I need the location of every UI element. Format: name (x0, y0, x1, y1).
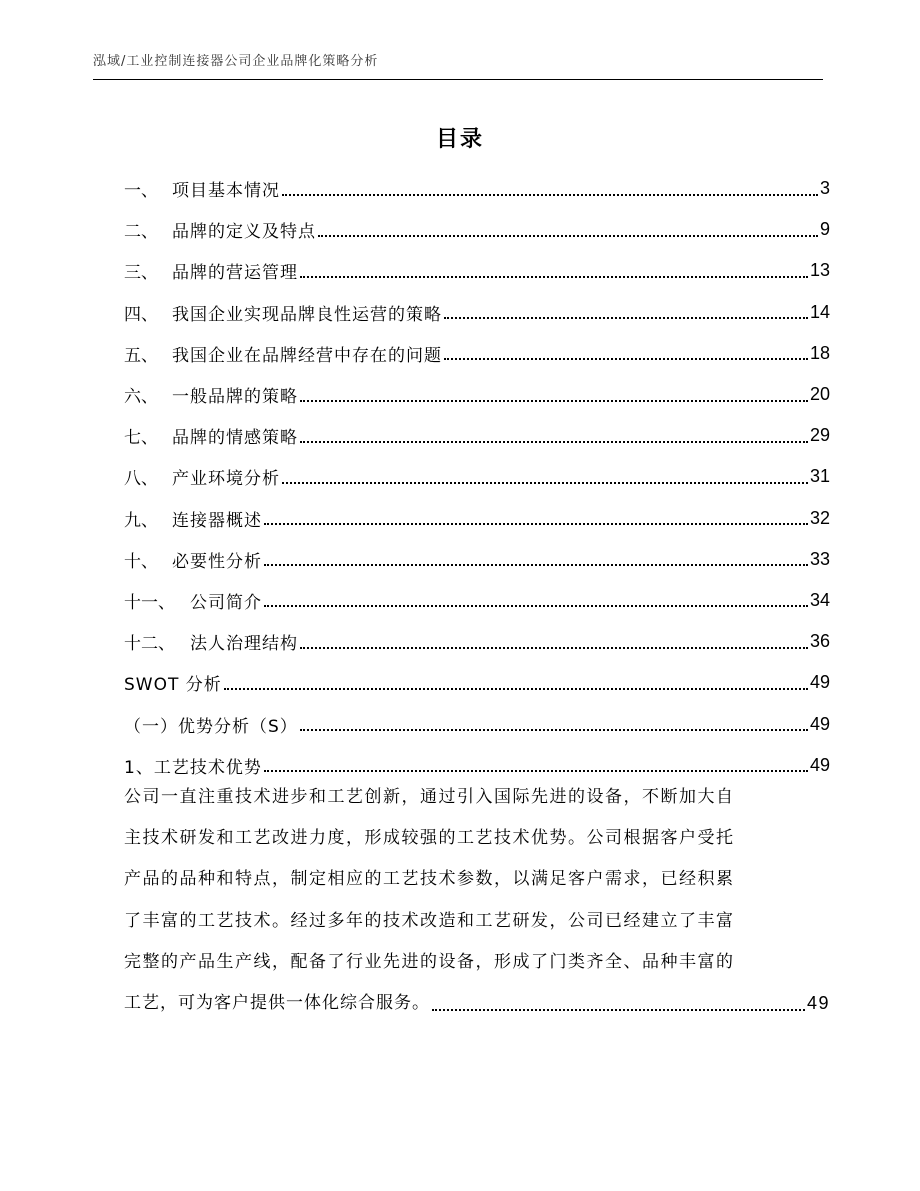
toc-entry-number: 五、 (124, 345, 158, 366)
toc-entry-label: 连接器概述 (172, 510, 262, 531)
toc-entry-5[interactable] (124, 333, 830, 374)
toc-entry-number: 七、 (124, 428, 158, 449)
toc-entry-number: 六、 (124, 387, 158, 408)
toc-entry-9[interactable] (124, 498, 830, 539)
toc-entry-number: 二、 (124, 222, 158, 243)
toc-leader-dots (264, 750, 808, 772)
toc-entry-3[interactable] (124, 250, 830, 291)
toc-leader-dots (264, 503, 808, 525)
toc-leader-dots (224, 668, 808, 690)
toc-entry-page: 14 (809, 301, 830, 322)
toc-leader-dots (444, 338, 808, 360)
toc-entry-label: 项目基本情况 (172, 181, 280, 202)
paragraph-line: 了丰富的工艺技术。经过多年的技术改造和工艺研发，公司已经建立了丰富 (124, 910, 735, 931)
toc-entry-page: 31 (809, 466, 830, 487)
toc-entry-7[interactable] (124, 415, 830, 456)
toc-leader-dots (282, 462, 808, 484)
toc-leader-dots (264, 544, 808, 566)
toc-entry-number: 三、 (124, 263, 158, 284)
toc-leader-dots (318, 215, 818, 237)
header-rule (93, 79, 823, 80)
toc-entry-page: 32 (809, 507, 830, 528)
toc-leader-dots (300, 421, 808, 443)
paragraph-line: 完整的产品生产线，配备了行业先进的设备，形成了门类齐全、品种丰富的 (124, 951, 735, 972)
toc-leader-dots (264, 585, 808, 607)
toc-entry-11[interactable] (124, 580, 830, 621)
toc-title: 目录 (435, 127, 484, 152)
toc-entry-number: 十一、 (124, 592, 175, 613)
toc-entry-label: 品牌的情感策略 (172, 428, 298, 449)
toc-entry-4[interactable] (124, 292, 830, 333)
toc-entry-label: 品牌的营运管理 (172, 263, 298, 284)
paragraph-line: 公司一直注重技术进步和工艺创新，通过引入国际先进的设备，不断加大自 (124, 787, 735, 807)
toc-entry-page: 20 (809, 384, 830, 405)
toc-entry-10[interactable] (124, 539, 830, 580)
toc-entry-label: 必要性分析 (172, 551, 262, 572)
running-header: 泓域/工业控制连接器公司企业品牌化策略分析 (93, 54, 379, 69)
toc-entry-6[interactable] (124, 374, 830, 415)
toc-entry-number: 一、 (124, 181, 158, 202)
toc-entry-12[interactable] (124, 621, 830, 662)
toc-leader-dots (282, 174, 818, 196)
toc-entry-strengths[interactable] (124, 703, 830, 744)
toc-leader-dots (300, 709, 808, 731)
toc-entry-number: 十二、 (124, 634, 175, 655)
toc-entry-number: 十、 (124, 551, 158, 572)
toc-list (124, 168, 830, 786)
toc-leader-dots (300, 380, 808, 402)
toc-entry-label: 一般品牌的策略 (172, 387, 298, 408)
paragraph-last-line (124, 983, 830, 1024)
toc-entry-label: 品牌的定义及特点 (172, 222, 316, 243)
toc-entry-number: 九、 (124, 510, 158, 531)
toc-entry-label: 产业环境分析 (172, 469, 280, 490)
toc-entry-label: 我国企业在品牌经营中存在的问题 (172, 345, 442, 366)
toc-entry-page: 3 (819, 178, 830, 199)
toc-entry-2[interactable] (124, 209, 830, 250)
toc-entry-page: 18 (809, 342, 830, 363)
toc-entry-label: 我国企业实现品牌良性运营的策略 (172, 304, 442, 325)
toc-entry-page: 13 (809, 260, 830, 281)
toc-entry-label: 公司简介 (190, 592, 262, 613)
paragraph-last-line-text: 工艺，可为客户提供一体化综合服务。 (124, 993, 430, 1014)
toc-entry-number: 四、 (124, 304, 158, 325)
toc-entry-page: 49 (806, 993, 830, 1014)
toc-entry-page: 49 (809, 713, 830, 734)
toc-entry-swot[interactable] (124, 662, 830, 703)
toc-entry-label: SWOT 分析 (124, 675, 222, 696)
toc-entry-page: 49 (809, 754, 830, 775)
toc-leader-dots (300, 256, 808, 278)
toc-leader-dots (444, 297, 808, 319)
toc-entry-number: 八、 (124, 469, 158, 490)
paragraph-line: 主技术研发和工艺改进力度，形成较强的工艺技术优势。公司根据客户受托 (124, 828, 735, 849)
toc-entry-page: 29 (809, 425, 830, 446)
toc-entry-label: 法人治理结构 (190, 634, 298, 655)
toc-entry-page: 34 (809, 589, 830, 610)
toc-entry-page: 9 (819, 219, 830, 240)
toc-entry-8[interactable] (124, 456, 830, 497)
toc-leader-dots (300, 627, 808, 649)
toc-entry-1[interactable] (124, 168, 830, 209)
toc-paragraph-entry[interactable] (124, 777, 830, 1024)
toc-entry-page: 49 (809, 672, 830, 693)
toc-entry-page: 33 (809, 548, 830, 569)
toc-leader-dots (432, 989, 805, 1011)
toc-entry-label: 1、工艺技术优势 (124, 757, 262, 778)
toc-entry-page: 36 (809, 631, 830, 652)
toc-entry-label: （一）优势分析（S） (124, 716, 298, 737)
paragraph-line: 产品的品种和特点，制定相应的工艺技术参数，以满足客户需求，已经积累 (124, 869, 735, 890)
